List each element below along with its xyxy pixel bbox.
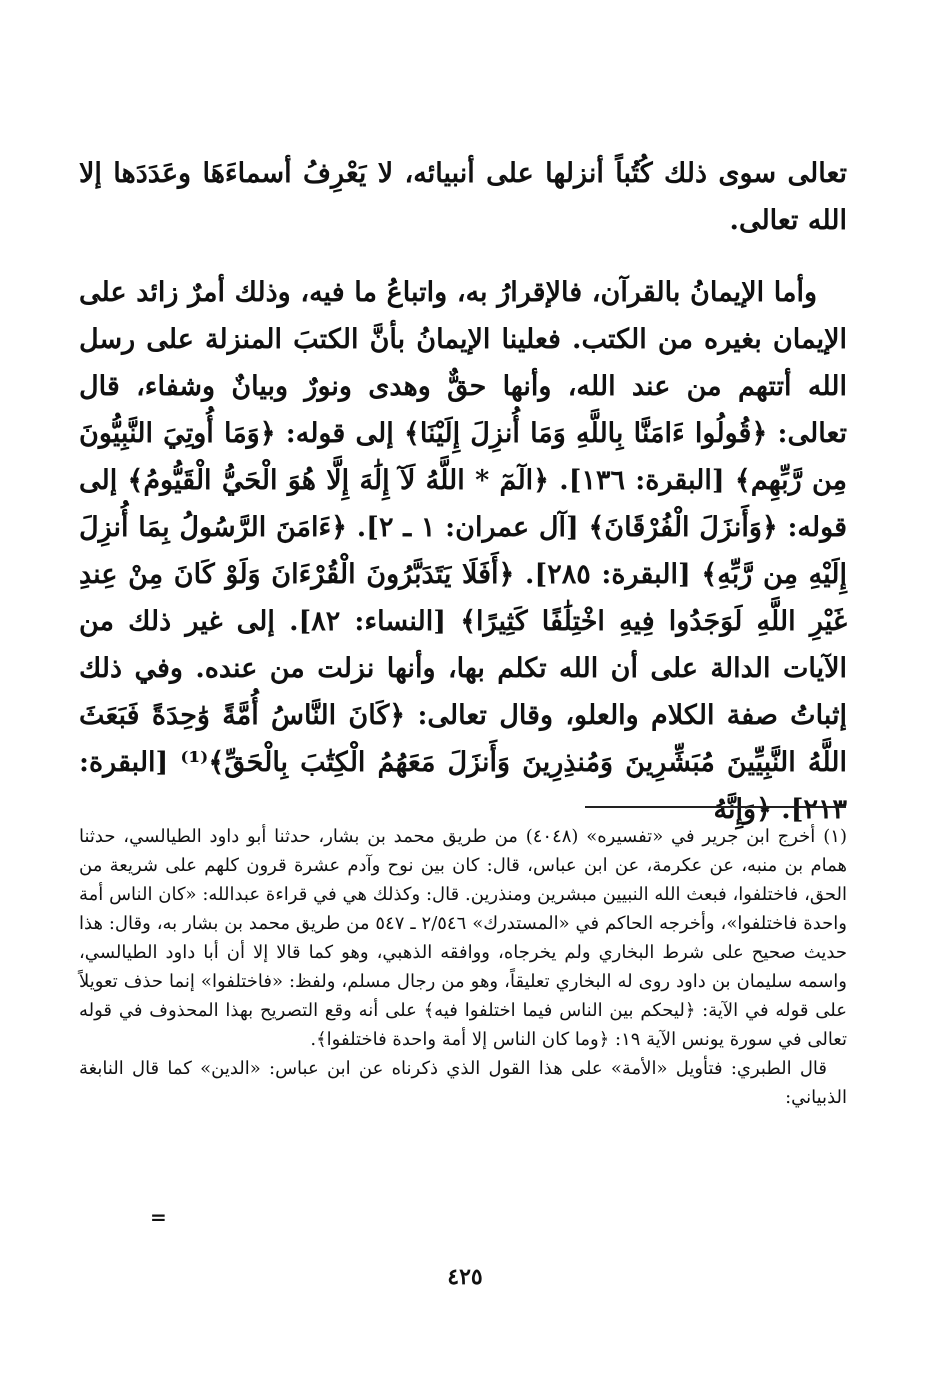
footnote-text: أخرج ابن جرير في «تفسيره» (٤٠٤٨) من طريق محمد بن بشار، حدثنا أبو داود الطيالسي، حدثنا همام بن منبه، عن عكرمة، عن ابن عباس، قال: كان بين نوح وآدم عشرة قرون كلهم على شريعة من الحق، فاختلفوا، فبعث الله النبيين مبشرين ومنذرين. قال: وكذلك هي في قراءة عبدالله: «كان الناس أمة واحدة فاختلفوا»، وأخرجه الحاكم في «المستدرك» ٢/٥٤٦ ـ ٥٤٧ من طريق محمد بن بشار به، وقال: هذا حديث صحيح على شرط البخاري ولم يخرجاه، ووافقه الذهبي، وهو كما قالا إلا أن أبا داود الطيالسي، واسمه سليمان بن داود روى له البخاري تعليقاً، وهو من رجال مسلم، ولفظ: «فاختلفوا» إنما حذف تعويلاً على قوله في الآية: ﴿ليحكم بين الناس فيما اختلفوا فيه﴾ على أنه وقع التصريح بهذا المحذوف في قوله تعالى في سورة يونس الآية ١٩: ﴿وما كان الناس إلا أمة واحدة فاختلفوا﴾. <box>79 826 847 1050</box>
page-number: ٤٢٥ <box>447 1264 483 1290</box>
footnotes <box>79 822 847 1112</box>
footnote-1 <box>79 822 847 1054</box>
footnote-continuation: قال الطبري: فتأويل «الأمة» على هذا القول الذي ذكرناه عن ابن عباس: «الدين» كما قال النابغة الذبياني: <box>79 1058 847 1108</box>
paragraph-gap <box>79 244 847 269</box>
continuation-mark: = <box>150 1205 167 1229</box>
paragraph-1: تعالى سوى ذلك كُتُباً أنزلها على أنبيائه، لا يَعْرِفُ أسماءَهَا وعَدَدَها إلا الله تعالى. <box>79 158 847 236</box>
footnote-number: (١) <box>823 826 847 847</box>
footnote-separator <box>585 806 846 808</box>
paragraph-2: وأما الإيمانُ بالقرآن، فالإقرارُ به، واتباعُ ما فيه، وذلك أمرٌ زائد على الإيمان بغيره من الكتب. فعلينا الإيمانُ بأنَّ الكتبَ المنزلة على رسل الله أتتهم من عند الله، وأنها حقٌّ وهدى ونورٌ وبيانٌ وشفاء، قال تعالى: ﴿قُولُوا ءَامَنَّا بِاللَّهِ وَمَا أُنزِلَ إِلَيْنَا﴾ إلى قوله: ﴿وَمَا أُوتِيَ النَّبِيُّونَ مِن رَّبِّهِم﴾ [البقرة: ١٣٦]. ﴿الٓمٓ * اللَّهُ لَآ إِلَٰهَ إِلَّا هُوَ الْحَيُّ الْقَيُّومُ﴾ إلى قوله: ﴿وَأَنزَلَ الْفُرْقَانَ﴾ [آل عمران: ١ ـ ٢]. ﴿ءَامَنَ الرَّسُولُ بِمَا أُنزِلَ إِلَيْهِ مِن رَّبِّهِ﴾ [البقرة: ٢٨٥]. ﴿أَفَلَا يَتَدَبَّرُونَ الْقُرْءَانَ وَلَوْ كَانَ مِنْ عِندِ غَيْرِ اللَّهِ لَوَجَدُوا فِيهِ اخْتِلَٰفًا كَثِيرًا﴾ [النساء: ٨٢]. إلى غير ذلك من الآيات الدالة على أن الله تكلم بها، وأنها نزلت من عنده. وفي ذلك إثباتُ صفة الكلام والعلو، وقال تعالى: ﴿كَانَ النَّاسُ أُمَّةً وَٰحِدَةً فَبَعَثَ اللَّهُ النَّبِيِّينَ مُبَشِّرِينَ وَمُنذِرِينَ وَأَنزَلَ مَعَهُمُ الْكِتَٰبَ بِالْحَقِّ﴾⁽¹⁾ [البقرة: ٢١٣]. ﴿وَإِنَّهُ <box>79 277 848 825</box>
main-text <box>79 150 847 833</box>
